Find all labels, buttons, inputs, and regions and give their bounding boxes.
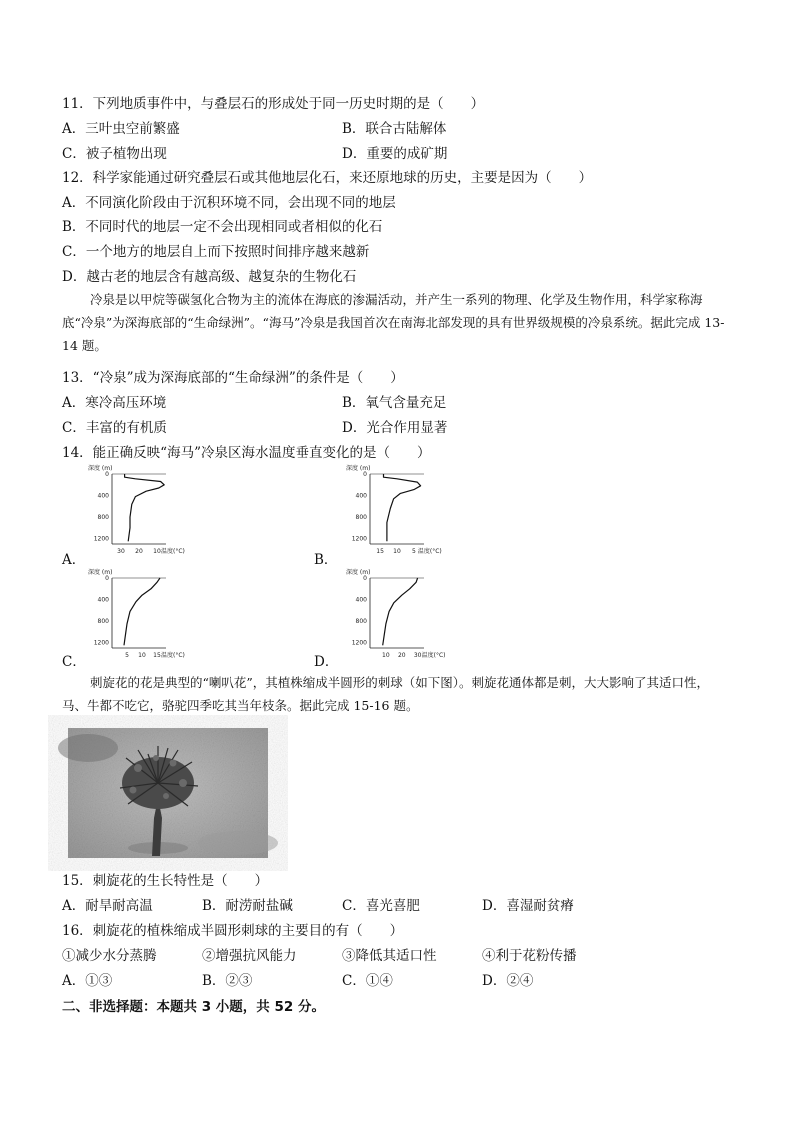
q13-option-c: C．丰富的有机质 (62, 420, 167, 436)
q16-statement-2: ②增强抗风能力 (202, 948, 297, 964)
y-tick-label: 1200 (351, 639, 367, 647)
y-tick-label: 1200 (351, 535, 367, 543)
y-axis-label: 深度 (m) (88, 465, 113, 472)
y-tick-label: 800 (355, 514, 367, 522)
section-heading: 二、非选择题：本题共 3 小题，共 52 分。 (62, 999, 325, 1015)
temperature-curve (124, 578, 160, 645)
x-tick-label: 5 (411, 548, 416, 555)
q16-option-b: B．②③ (202, 973, 253, 989)
q14-letter-a: A． (62, 552, 86, 568)
q16-statement-3: ③降低其适口性 (342, 948, 437, 964)
chart-svg-b (344, 462, 442, 562)
q14-letter-d: D． (314, 654, 339, 670)
y-tick-label: 0 (363, 575, 367, 582)
chart-option-a (86, 462, 185, 566)
q15-option-d: D．喜湿耐贫瘠 (482, 898, 574, 914)
chart-svg-a (86, 462, 185, 562)
q12-option-b: B．不同时代的地层一定不会出现相同或者相似的化石 (62, 219, 383, 235)
x-axis-label: 温度(°C) (421, 652, 446, 659)
q11-option-d: D．重要的成矿期 (342, 146, 448, 162)
y-tick-label: 400 (355, 596, 367, 604)
q15-option-c: C．喜光喜肥 (342, 898, 420, 914)
temperature-curve (383, 578, 418, 645)
y-tick-label: 0 (363, 471, 367, 478)
y-tick-label: 400 (355, 492, 367, 500)
chart-option-b (344, 462, 442, 566)
y-tick-label: 800 (97, 514, 109, 522)
q12-stem: 12．科学家能通过研究叠层石或其他地层化石，来还原地球的历史，主要是因为（ ） (62, 170, 593, 186)
y-tick-label: 1200 (93, 535, 109, 543)
x-tick-label: 15 (376, 548, 384, 555)
q16-option-a: A．①③ (62, 973, 113, 989)
x-tick-label: 10 (153, 548, 161, 555)
y-tick-label: 0 (105, 471, 109, 478)
q16-option-d: D．②④ (482, 973, 534, 989)
chart-svg-c (86, 566, 185, 666)
q12-option-a: A．不同演化阶段由于沉积环境不同，会出现不同的地层 (62, 195, 396, 211)
temperature-curve (125, 474, 165, 541)
x-tick-label: 30 (117, 548, 125, 555)
x-tick-label: 15 (153, 652, 161, 659)
q13-option-a: A．寒冷高压环境 (62, 395, 167, 411)
q15-stem: 15．刺旋花的生长特性是（ ） (62, 873, 269, 889)
q11-option-a: A．三叶虫空前繁盛 (62, 121, 180, 137)
passage-cold-seep: 冷泉是以甲烷等碳氢化合物为主的流体在海底的渗漏活动，并产生一系列的物理、化学及生物作用，科学家称海底“冷泉”为深海底部的“生命绿洲”。“海马”冷泉是我国首次在南海北部发现的具有世界级规模的冷泉系统。据此完成 13-14 题。 (62, 292, 725, 353)
y-tick-label: 0 (105, 575, 109, 582)
x-tick-label: 10 (138, 652, 146, 659)
y-tick-label: 1200 (93, 639, 109, 647)
chart-svg-d (344, 566, 446, 666)
chart-option-c (86, 566, 185, 670)
q14-letter-c: C． (62, 654, 86, 670)
y-tick-label: 400 (97, 492, 109, 500)
q13-option-b: B．氧气含量充足 (342, 395, 447, 411)
q14-stem: 14．能正确反映“海马”冷泉区海水温度垂直变化的是（ ） (62, 445, 431, 461)
q16-statement-4: ④利于花粉传播 (482, 948, 577, 964)
q12-option-c: C．一个地方的地层自上而下按照时间排序越来越新 (62, 244, 370, 260)
q16-stem: 16．刺旋花的植株缩成半圆形刺球的主要目的有（ ） (62, 923, 404, 939)
q13-stem: 13．“冷泉”成为深海底部的“生命绿洲”的条件是（ ） (62, 370, 404, 386)
q11-option-c: C．被子植物出现 (62, 146, 167, 162)
x-tick-label: 20 (397, 652, 406, 659)
q11-option-b: B．联合古陆解体 (342, 121, 447, 137)
q15-option-b: B．耐涝耐盐碱 (202, 898, 293, 914)
x-tick-label: 5 (125, 652, 129, 659)
y-axis-label: 深度 (m) (346, 569, 371, 576)
q13-option-d: D．光合作用显著 (342, 420, 448, 436)
q12-option-d: D．越古老的地层含有越高级、越复杂的生物化石 (62, 269, 357, 285)
q11-stem: 11．下列地质事件中，与叠层石的形成处于同一历史时期的是（ ） (62, 96, 485, 112)
x-tick-label: 20 (135, 548, 143, 555)
y-tick-label: 400 (97, 596, 109, 604)
x-axis-label: 温度(°C) (161, 652, 185, 659)
chart-option-d (344, 566, 446, 670)
q14-letter-b: B． (314, 552, 338, 568)
x-tick-label: 10 (382, 652, 390, 659)
x-tick-label: 10 (393, 548, 401, 555)
temperature-curve (384, 474, 421, 541)
passage-convolvulus: 刺旋花的花是典型的“喇叭花”，其植株缩成半圆形的刺球（如下图）。刺旋花通体都是刺，大大影响了其适口性，马、牛都不吃它，骆驼四季吃其当年枝条。据此完成 15-16 题。 (62, 675, 710, 713)
q16-statement-1: ①减少水分蒸腾 (62, 948, 157, 964)
x-tick-label: 30 (413, 652, 422, 659)
y-tick-label: 800 (355, 618, 367, 626)
y-tick-label: 800 (97, 618, 109, 626)
q15-option-a: A．耐旱耐高温 (62, 898, 153, 914)
x-axis-label: 温度(°C) (417, 548, 442, 555)
convolvulus-photo (68, 728, 268, 858)
x-axis-label: 温度(°C) (161, 548, 185, 555)
q16-option-c: C．①④ (342, 973, 393, 989)
y-axis-label: 深度 (m) (346, 465, 371, 472)
y-axis-label: 深度 (m) (88, 569, 113, 576)
